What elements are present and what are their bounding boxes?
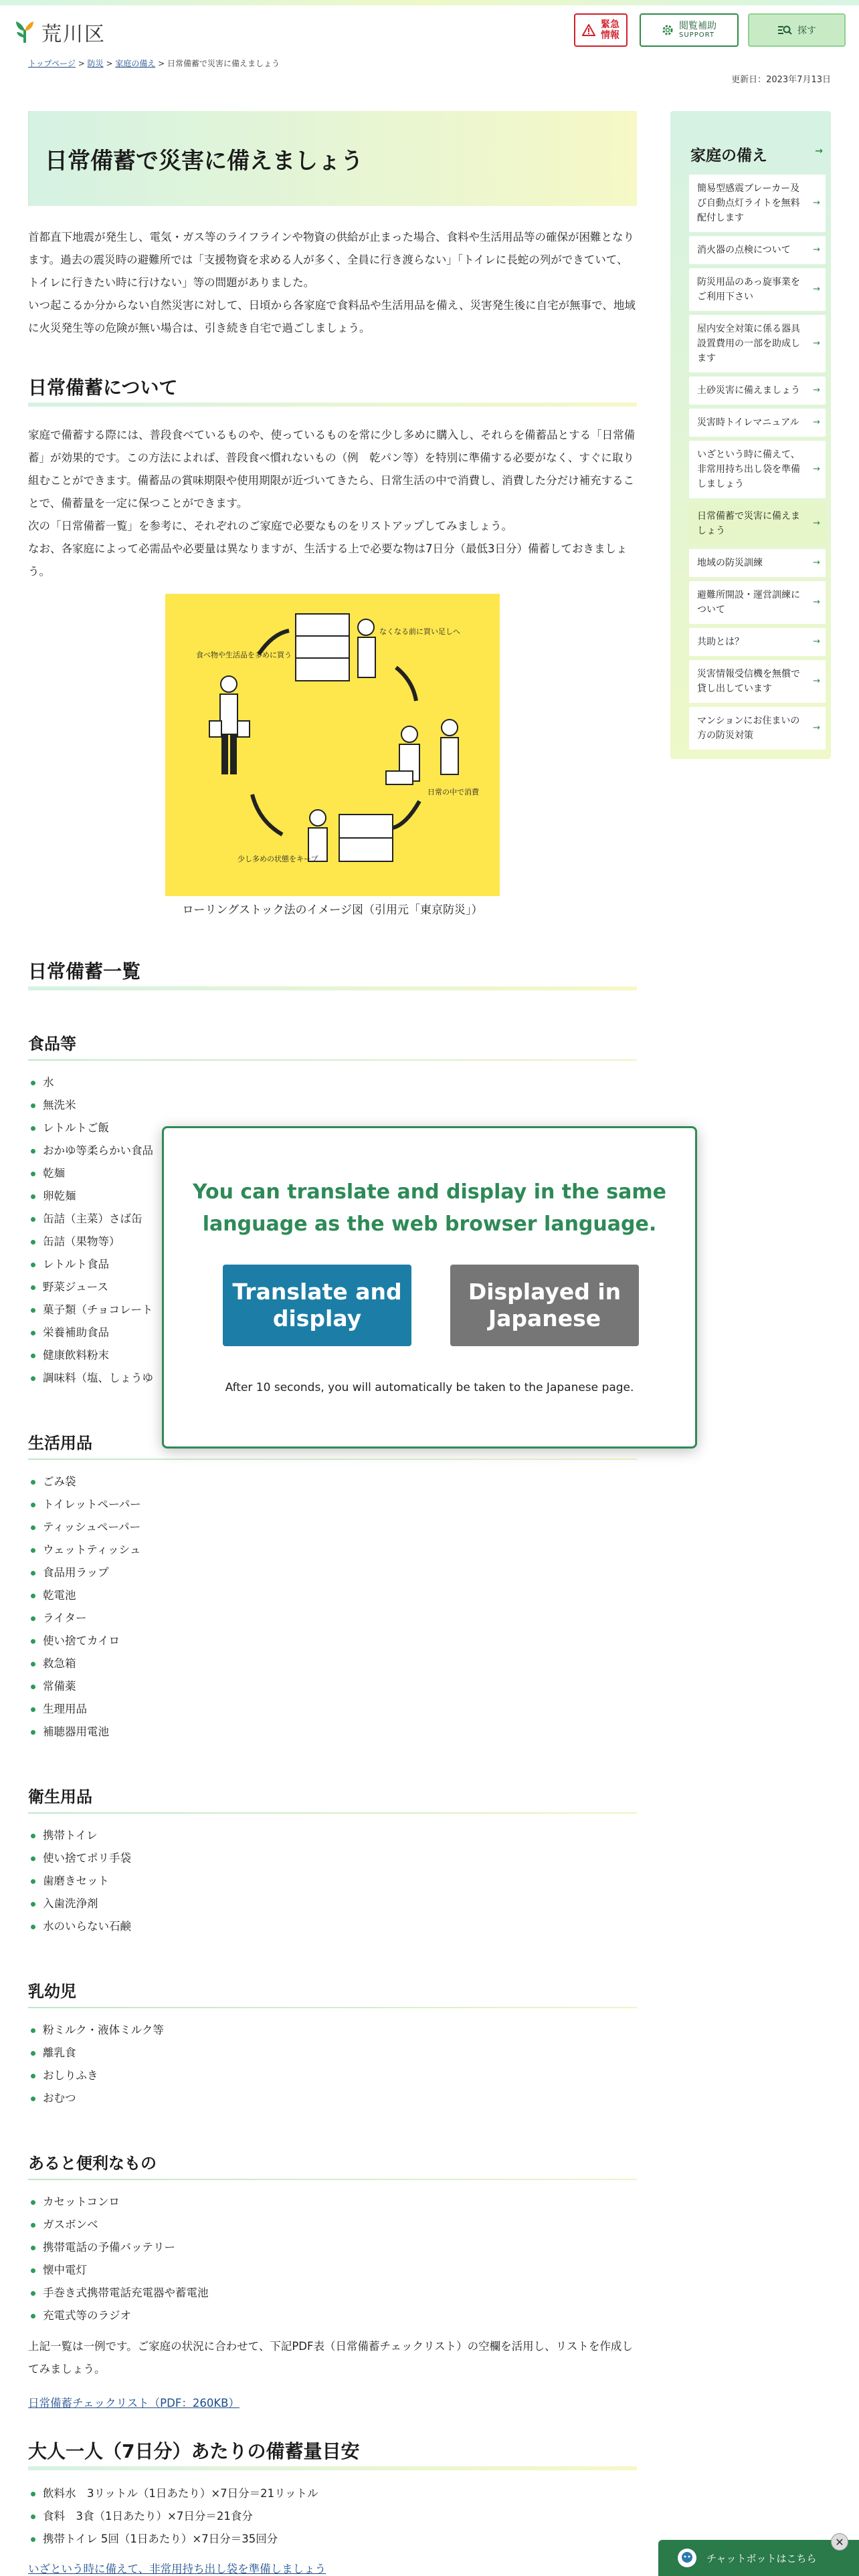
sidebar-item[interactable]: マンションにお住まいの方の防災対策 →: [689, 707, 826, 750]
hygiene-item: 歯磨きセット: [28, 1870, 637, 1893]
sidebar-item[interactable]: 災害情報受信機を無償で貸し出しています →: [689, 660, 826, 703]
page-title-box: [28, 111, 637, 206]
infant-item: 粉ミルク・液体ミルク等: [28, 2019, 637, 2042]
arakawa-logo-icon: [13, 20, 36, 44]
sidebar-item[interactable]: 土砂災害に備えましょう →: [689, 377, 826, 405]
chatbot-button[interactable]: [658, 2535, 859, 2576]
search-button[interactable]: [748, 13, 846, 47]
breadcrumb-top[interactable]: トップページ: [28, 59, 76, 68]
translate-button[interactable]: Translate and display: [223, 1265, 411, 1346]
logo-text: 荒川区: [41, 23, 106, 46]
food-item: レトルト食品: [28, 1253, 637, 1276]
handy-item: 懐中電灯: [28, 2259, 637, 2282]
amount-item: 食料 3食（1日あたり）×7日分＝21食分: [28, 2505, 637, 2528]
sidebar-item[interactable]: 防災用品のあっ旋事業をご利用下さい →: [689, 268, 826, 311]
emergency-label: 緊急 情報: [601, 19, 619, 41]
japanese-button[interactable]: Displayed in Japanese: [450, 1265, 639, 1346]
site-header: [0, 5, 859, 56]
about-paragraph-2: 次の「日常備蓄一覧」を参考に、それぞれのご家庭で必要なものをリストアップしてみましょう。: [28, 520, 513, 532]
sidebar-title[interactable]: 家庭の備え →: [676, 116, 826, 175]
amount-item: 携帯トイレ 5回（1日あたり）×7日分＝35回分: [28, 2528, 637, 2551]
handy-list: [28, 2191, 637, 2327]
hygiene-list: [28, 1824, 637, 1938]
food-heading: 食品等: [28, 1031, 637, 1061]
refill-shelf-icon: [308, 810, 393, 861]
translation-dialog: [162, 1126, 697, 1448]
food-item: 缶詰（果物等）: [28, 1230, 637, 1253]
figure-label-a: なくなる前に買い足しへ: [379, 627, 460, 636]
handy-item: カセットコンロ: [28, 2191, 637, 2214]
breadcrumb-current: 日常備蓄で災害に備えましょう: [167, 59, 280, 68]
figure-caption: ローリングストック法のイメージ図（引用元「東京防災」）: [182, 903, 483, 917]
chatbot-icon: [677, 2548, 697, 2568]
sidebar-nav: [670, 111, 831, 759]
updated-date: 更新日：2023年7月13日: [731, 75, 831, 85]
food-item: おかゆ等柔らかい食品: [28, 1140, 637, 1162]
infant-heading: 乳幼児: [28, 1978, 637, 2008]
chatbot-close-icon[interactable]: ✕: [831, 2533, 848, 2551]
daily-item: ごみ袋: [28, 1471, 637, 1493]
hygiene-item: 入歯洗浄剤: [28, 1893, 637, 1915]
intro-paragraph-2: いつ起こるか分からない自然災害に対して、日頃から各家庭で食料品や生活用品を備え、災害発生後に自宅が無事で、地域に火災発生等の危険が無い場合は、引き続き自宅で過ごしましょう。: [28, 299, 636, 334]
food-item: レトルトご飯: [28, 1117, 637, 1140]
breadcrumb-bosai[interactable]: 防災: [87, 59, 104, 68]
food-item: 乾麺: [28, 1162, 637, 1185]
warning-icon: [582, 24, 595, 36]
hygiene-item: 携帯トイレ: [28, 1824, 637, 1847]
amount-list: [28, 2482, 637, 2551]
infant-item: 離乳食: [28, 2042, 637, 2064]
breadcrumb: トップページ > 防災 > 家庭の備え > 日常備蓄で災害に備えましょう: [28, 59, 280, 68]
pantry-shelf-icon: [296, 614, 375, 681]
figure-label-d: 少し多めの状態をキープ: [237, 855, 318, 863]
sidebar-item[interactable]: 日常備蓄で災害に備えましょう →: [689, 502, 826, 545]
sidebar-item[interactable]: 避難所開設・運営訓練について →: [689, 581, 826, 624]
about-heading: 日常備蓄について: [28, 373, 637, 407]
infant-item: おむつ: [28, 2087, 637, 2110]
food-item: 調味料（塩、しょうゆ: [28, 1367, 637, 1390]
sidebar-item[interactable]: 消火器の点検について →: [689, 236, 826, 264]
daily-item: ライター: [28, 1607, 637, 1630]
sidebar-item[interactable]: 屋内安全対策に係る器具設置費用の一部を助成します →: [689, 315, 826, 372]
food-item: 野菜ジュース: [28, 1276, 637, 1299]
checklist-text: 上記一覧は一例です。ご家庭の状況に合わせて、下記PDF表（日常備蓄チェックリスト）の空欄を活用し、リストを作成してみましょう。: [28, 2340, 633, 2375]
daily-item: 食品用ラップ: [28, 1562, 637, 1584]
intro-text: [28, 226, 637, 340]
amount-item: 飲料水 3リットル（1日あたり）×7日分＝21リットル: [28, 2482, 637, 2505]
food-item: 缶詰（主菜）さば缶: [28, 1208, 637, 1230]
daily-heading: 生活用品: [28, 1430, 637, 1460]
browsing-support-button[interactable]: [640, 13, 739, 47]
food-item: 栄養補助食品: [28, 1321, 637, 1344]
sidebar-item[interactable]: 簡易型感震ブレーカー及び自動点灯ライトを無料配付します →: [689, 175, 826, 232]
about-paragraph-3: なお、各家庭によって必需品や必要量は異なりますが、生活する上で必要な物は7日分（最低3日分）備蓄しておきましょう。: [28, 542, 628, 578]
about-paragraph-1: 家庭で備蓄する際には、普段食べているものや、使っているものを常に少し多めに購入し、それらを備蓄品とする「日常備蓄」が効果的です。この方法によれば、普段食べ慣れないもの（例 乾パン等）を特別に準備する必要がなく、すぐに取り組むことができます。備蓄品の賞味期限や使用期限が近づいてきたら、日常生活の中で消費し、消費した分だけ補充することで、備蓄量を一定に保つことができます。: [28, 429, 636, 510]
list-heading: 日常備蓄一覧: [28, 957, 637, 990]
intro-paragraph-1: 首都直下地震が発生し、電気・ガス等のライフラインや物資の供給が止まった場合、食料や生活用品等の確保が困難となります。過去の震災時の避難所では「支援物資を求める人が多く、全員に行き渡らない」「トイレに長蛇の列ができていて、トイレに行きたい時に行けない」等の問題がありました。: [28, 231, 635, 289]
daily-item: ティッシュペーパー: [28, 1516, 637, 1539]
sidebar-item[interactable]: 共助とは？ →: [689, 628, 826, 656]
daily-item: トイレットペーパー: [28, 1493, 637, 1516]
handy-item: 手巻き式携帯電話充電器や蓄電池: [28, 2282, 637, 2304]
hygiene-item: 使い捨てポリ手袋: [28, 1847, 637, 1870]
daily-item: 乾電池: [28, 1584, 637, 1607]
daily-list: [28, 1471, 637, 1743]
sidebar-item[interactable]: 地域の防災訓練 →: [689, 549, 826, 577]
daily-item: 常備薬: [28, 1675, 637, 1698]
search-label: 探す: [797, 25, 816, 36]
handy-item: 充電式等のラジオ: [28, 2304, 637, 2327]
daily-item: 救急箱: [28, 1652, 637, 1675]
figure-label-c: 日常の中で消費: [427, 788, 479, 796]
figure-label-b: 食べ物や生活品を多めに買う: [196, 651, 292, 659]
daily-item: ウェットティッシュ: [28, 1539, 637, 1562]
breadcrumb-katei[interactable]: 家庭の備え: [115, 59, 156, 68]
emergency-info-button[interactable]: [574, 13, 628, 47]
food-item: 水: [28, 1071, 637, 1094]
page-title: 日常備蓄で災害に備えましょう: [45, 147, 363, 175]
hygiene-heading: 衛生用品: [28, 1784, 637, 1814]
auto-redirect-note: After 10 seconds, you will automatically be taken to the Japanese page.: [225, 1381, 634, 1394]
gear-icon: [662, 24, 674, 36]
site-logo[interactable]: [13, 17, 106, 47]
about-text: [28, 424, 637, 583]
food-item: 卵乾麺: [28, 1185, 637, 1208]
handy-heading: あると便利なもの: [28, 2150, 637, 2180]
rolling-stock-illustration: [165, 594, 500, 896]
hygiene-item: 水のいらない石鹸: [28, 1915, 637, 1938]
sidebar-item[interactable]: 災害時トイレマニュアル →: [689, 409, 826, 437]
checklist-pdf-link[interactable]: 日常備蓄チェックリスト（PDF：260KB）: [28, 2397, 240, 2409]
food-item: 菓子類（チョコレート: [28, 1299, 637, 1321]
handy-item: ガスボンベ: [28, 2214, 637, 2236]
amount-heading: 大人一人（7日分）あたりの備蓄量目安: [28, 2437, 637, 2470]
emergency-bag-link[interactable]: いざという時に備えて、非常用持ち出し袋を準備しましょう: [28, 2563, 326, 2575]
daily-item: 使い捨てカイロ: [28, 1630, 637, 1652]
handy-item: 携帯電話の予備バッテリー: [28, 2236, 637, 2259]
top-accent-bar: [0, 0, 859, 5]
chatbot-label: チャットボットはこちら: [706, 2552, 817, 2565]
support-label: 閲覧補助 SUPPORT: [679, 20, 717, 39]
translation-message: You can translate and display in the same language as the web browser language.: [193, 1180, 666, 1236]
rolling-stock-figure: [165, 594, 500, 896]
daily-item: 生理用品: [28, 1698, 637, 1721]
food-item: 健康飲料粉末: [28, 1344, 637, 1367]
food-item: 無洗米: [28, 1094, 637, 1117]
person-shopping-icon: [209, 676, 250, 774]
sidebar-item[interactable]: いざという時に備えて、非常用持ち出し袋を準備しましょう →: [689, 441, 826, 498]
person-eating-icon: [386, 720, 458, 784]
search-icon: [777, 24, 792, 36]
infant-item: おしりふき: [28, 2064, 637, 2087]
infant-list: [28, 2019, 637, 2110]
daily-item: 補聴器用電池: [28, 1721, 637, 1743]
